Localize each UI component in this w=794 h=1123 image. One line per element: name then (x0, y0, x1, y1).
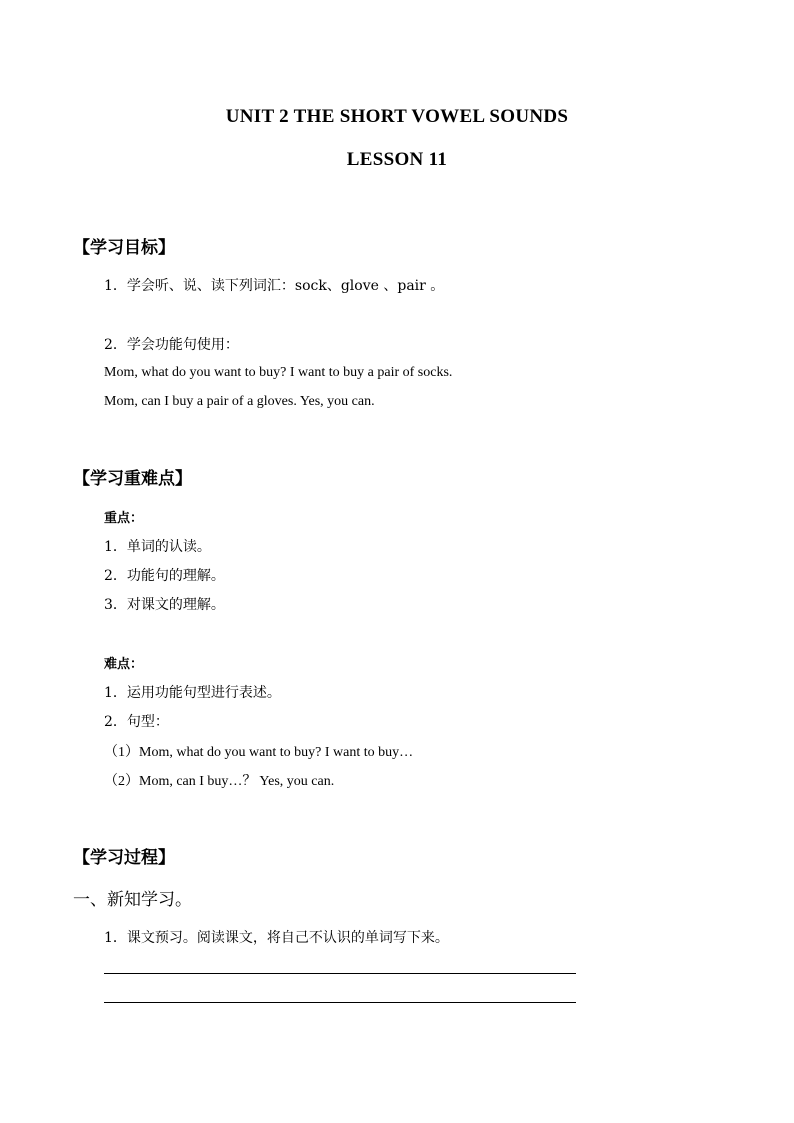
process-heading: 【学习过程】 (73, 848, 175, 868)
unit-title: UNIT 2 THE SHORT VOWEL SOUNDS (225, 106, 569, 127)
focus-item-3: 3．对课文的理解。 (104, 597, 225, 613)
example-sentence-2: Mom, can I buy a pair of a gloves. Yes, you can. (104, 394, 375, 409)
difficulty-item-1: 1．运用功能句型进行表述。 (104, 685, 281, 701)
sentence-pattern-1: （1）Mom, what do you want to buy? I want to buy… (104, 745, 414, 760)
objectives-heading: 【学习目标】 (73, 238, 175, 258)
lesson-title: LESSON 11 (346, 149, 448, 170)
key-points-heading: 【学习重难点】 (73, 469, 192, 489)
answer-line-1[interactable] (104, 973, 576, 974)
focus-item-2: 2．功能句的理解。 (104, 568, 225, 584)
objective-item-2: 2．学会功能句使用： (104, 337, 239, 353)
objective-item-1: 1．学会听、说、读下列词汇：sock、glove 、pair 。 (104, 278, 445, 294)
example-sentence-1: Mom, what do you want to buy? I want to buy a pair of socks. (104, 365, 453, 380)
sentence-pattern-2: （2）Mom, can I buy…？ Yes, you can. (104, 774, 335, 789)
difficulty-label: 难点： (104, 657, 144, 672)
task-1-instruction: 1．课文预习。阅读课文，将自己不认识的单词写下来。 (104, 930, 449, 946)
part-one-title: 一、新知学习。 (73, 890, 192, 910)
answer-line-2[interactable] (104, 1002, 576, 1003)
difficulty-item-2: 2．句型： (104, 714, 169, 730)
focus-label: 重点： (104, 511, 144, 526)
focus-item-1: 1．单词的认读。 (104, 539, 211, 555)
